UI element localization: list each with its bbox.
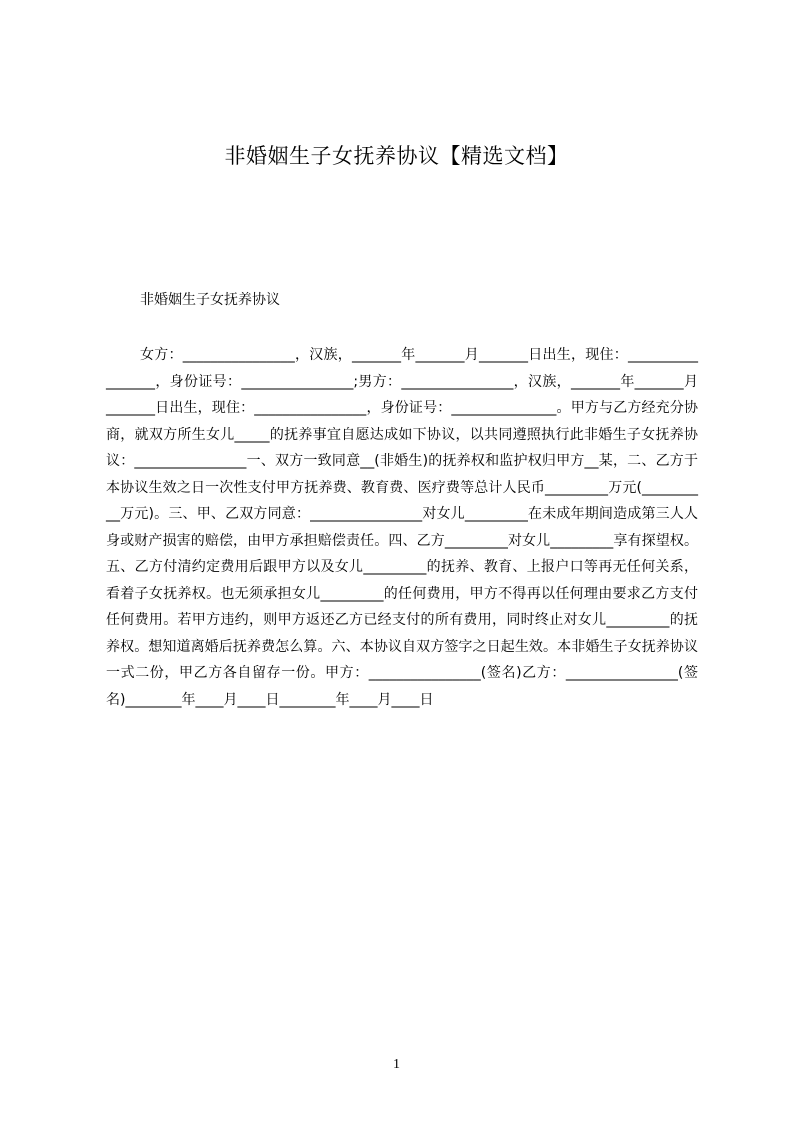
agreement-heading: 非婚姻生子女抚养协议 xyxy=(140,292,280,308)
document-title: 非婚姻生子女抚养协议【精选文档】 xyxy=(224,144,569,168)
agreement-body xyxy=(106,342,698,713)
page-number: 1 xyxy=(393,1057,400,1072)
body-paragraph: 女方：________________，汉族，_______年_______月_______日出生，现住：_________________，身份证号：________________;男方：________________，汉族，_______年_______月_______日出生，现住：________________，身份证号：_______________。甲方与乙方经充分协商，就双方所生女儿_____的抚养事宜自愿达成如下协议，以共同遵照执行此非婚生子女抚养协议：________________一、双方一致同意__(非婚生)的抚养权和监护权归甲方__某，二、乙方于本协议生效之日一次性支付甲方抚养费、教育费、医疗费等总计人民币_________万元(__________万元)。三、甲、乙双方同意：________________对女儿_________在未成年期间造成第三人人身或财产损害的赔偿，由甲方承担赔偿责任。四、乙方_________对女儿_________享有探望权。五、乙方付清约定费用后跟甲方以及女儿_________的抚养、教育、上报户口等再无任何关系，看着子女抚养权。也无须承担女儿_________的任何费用，甲方不得再以任何理由要求乙方支付任何费用。若甲方违约，则甲方返还乙方已经支付的所有费用，同时终止对女儿_________的抚养权。想知道离婚后抚养费怎么算。六、本协议自双方签字之日起生效。本非婚生子女抚养协议一式二份，甲乙方各自留存一份。甲方：________________(签名)乙方：________________(签名)________年____月____日________年____月____日 xyxy=(106,347,698,708)
